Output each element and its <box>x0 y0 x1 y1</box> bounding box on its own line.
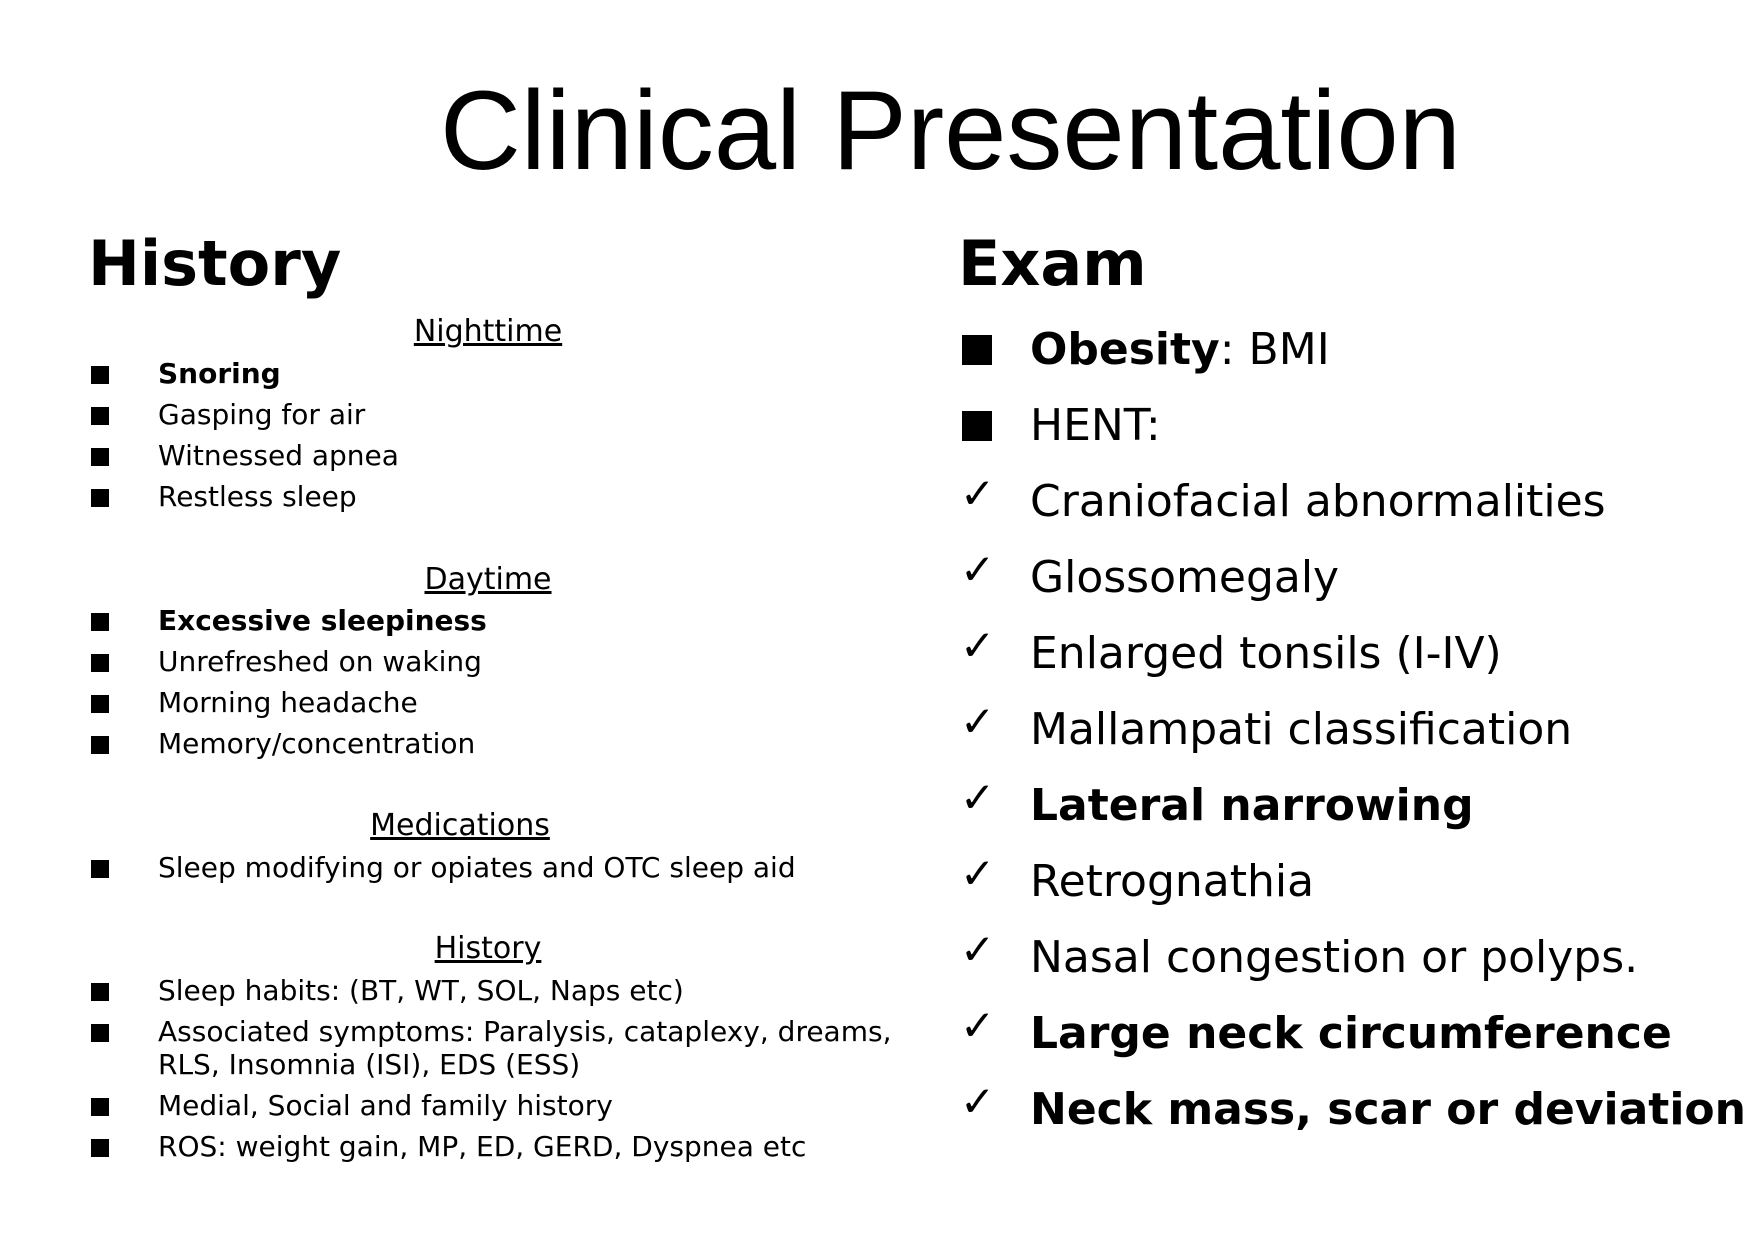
subheading-daytime: Daytime <box>424 562 552 597</box>
history-item: Medial, Social and family history <box>158 1089 613 1122</box>
checkmark-icon: ✓ <box>960 925 996 974</box>
history-item: Associated symptoms: Paralysis, cataplexy, dreams, <box>158 1015 892 1048</box>
exam-item: Retrognathia <box>1030 856 1315 907</box>
subheading-history: History <box>434 931 542 966</box>
exam-item: Large neck circumference <box>1030 1008 1672 1059</box>
square-bullet-icon <box>91 695 109 713</box>
square-bullet-icon <box>962 411 992 441</box>
exam-item: Craniofacial abnormalities <box>1030 476 1606 527</box>
exam-heading: Exam <box>958 227 1147 300</box>
square-bullet-icon <box>91 407 109 425</box>
exam-item <box>1030 324 1330 376</box>
checkmark-icon: ✓ <box>960 849 996 898</box>
square-bullet-icon <box>91 983 109 1001</box>
exam-item-bold: Obesity <box>1030 324 1220 375</box>
square-bullet-icon <box>91 366 109 384</box>
square-bullet-icon <box>91 654 109 672</box>
history-heading: History <box>88 227 342 300</box>
exam-item-rest: : BMI <box>1219 324 1330 375</box>
square-bullet-icon <box>91 1098 109 1116</box>
checkmark-icon: ✓ <box>960 773 996 822</box>
history-item-continuation: RLS, Insomnia (ISI), EDS (ESS) <box>158 1048 581 1081</box>
square-bullet-icon <box>91 489 109 507</box>
square-bullet-icon <box>91 1139 109 1157</box>
history-item: Restless sleep <box>158 480 357 513</box>
square-bullet-icon <box>91 613 109 631</box>
history-item: Sleep modifying or opiates and OTC sleep aid <box>158 851 796 884</box>
history-item: Unrefreshed on waking <box>158 645 482 678</box>
checkmark-icon: ✓ <box>960 697 996 746</box>
history-item: Memory/concentration <box>158 727 476 760</box>
history-item: Excessive sleepiness <box>158 604 487 637</box>
history-item: Snoring <box>158 357 281 390</box>
exam-item: Glossomegaly <box>1030 552 1340 603</box>
exam-item: Neck mass, scar or deviation <box>1030 1084 1746 1135</box>
history-item: Gasping for air <box>158 398 366 431</box>
checkmark-icon: ✓ <box>960 545 996 594</box>
history-item: Morning headache <box>158 686 418 719</box>
checkmark-icon: ✓ <box>960 469 996 518</box>
history-item: Sleep habits: (BT, WT, SOL, Naps etc) <box>158 974 684 1007</box>
square-bullet-icon <box>91 448 109 466</box>
slide-title: Clinical Presentation <box>440 68 1461 193</box>
checkmark-icon: ✓ <box>960 1001 996 1050</box>
exam-item: Nasal congestion or polyps. <box>1030 932 1639 983</box>
exam-item: Lateral narrowing <box>1030 780 1474 831</box>
checkmark-icon: ✓ <box>960 1077 996 1126</box>
exam-item: Mallampati classification <box>1030 704 1573 755</box>
square-bullet-icon <box>962 335 992 365</box>
subheading-nighttime: Nighttime <box>413 314 563 349</box>
square-bullet-icon <box>91 1024 109 1042</box>
square-bullet-icon <box>91 736 109 754</box>
history-item: ROS: weight gain, MP, ED, GERD, Dyspnea etc <box>158 1130 807 1163</box>
exam-item: Enlarged tonsils (I-IV) <box>1030 628 1502 679</box>
square-bullet-icon <box>91 860 109 878</box>
exam-item: HENT: <box>1030 400 1161 451</box>
subheading-medications: Medications <box>370 808 550 843</box>
history-item: Witnessed apnea <box>158 439 399 472</box>
checkmark-icon: ✓ <box>960 621 996 670</box>
